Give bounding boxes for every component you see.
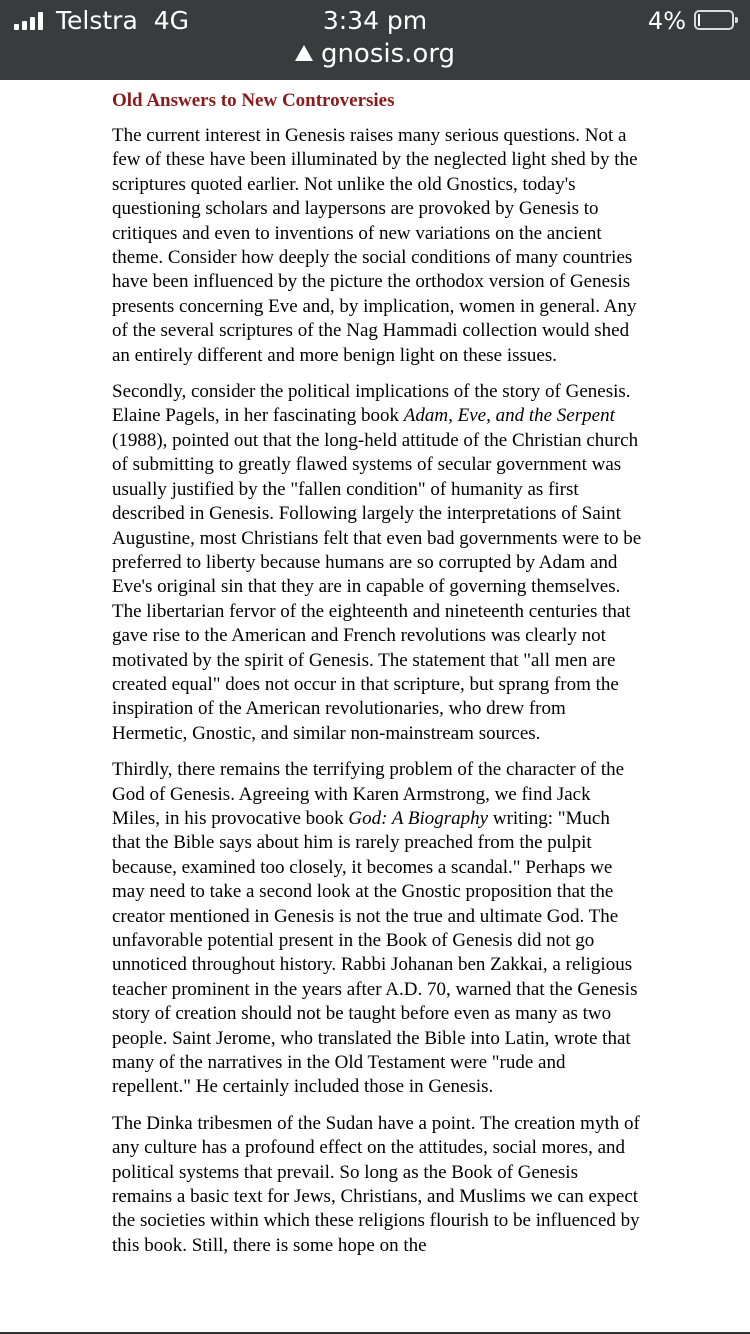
paragraph-4: The Dinka tribesmen of the Sudan have a point. The creation myth of any culture has a profound effect on the attitudes, social mores, and political systems that prevail. So long as the Book of Genesis remains a basic text for Jews, Christians, and Muslims we can expect the societies within which these religions flourish to be influenced by this book. Still, there is some hope on the: [112, 1112, 640, 1256]
section-heading: Old Answers to New Controversies: [112, 90, 395, 111]
url-text[interactable]: gnosis.org: [320, 39, 456, 69]
book-title-adam-eve-serpent: Adam, Eve, and the Serpent: [403, 405, 615, 427]
paragraph-3: [112, 758, 642, 1100]
paragraph-3-text-b: writing: "Much that the Bible says about him is rarely preached from the pulpit because, examined too closely, it becomes a scandal." Perhaps we may need to take a second look at the Gnostic proposition that the creator mentioned in Genesis is not the true and ultimate God. The unfavorable potential present in the Book of Genesis did not go unnoticed throughout history. Rabbi Johanan ben Zakkai, a religious teacher prominent in the years after A.D. 70, warned that the Genesis story of creation should not be taught before even as many as two people. Saint Jerome, who translated the Bible into Latin, wrote that many of the narratives in the Old Testament were "rude and repellent." He certainly included those in Genesis.: [112, 807, 638, 1098]
article-body: [112, 88, 642, 1270]
status-bar: [0, 0, 750, 80]
paragraph-2-text-b: (1988), pointed out that the long-held attitude of the Christian church of submitting to greatly flawed systems of secular government was usually justified by the "fallen condition" of humanity as first described in Genesis. Following largely the interpretations of Saint Augustine, most Christians felt that even bad governments were to be preferred to liberty because humans are so corrupted by Adam and Eve's original sin that they are in capable of governing themselves. The libertarian fervor of the eighteenth and nineteenth centuries that gave rise to the American and French revolutions was clearly not motivated by the spirit of Genesis. The statement that "all men are created equal" does not occur in that scripture, but sprang from the inspiration of the American revolutionaries, who drew from Hermetic, Gnostic, and similar non-mainstream sources.: [112, 429, 642, 744]
book-title-god-a-biography: God: A Biography: [348, 807, 489, 829]
paragraph-3-text-a: Thirdly, there remains the terrifying problem of the character of the God of Genesis. Agreeing with Karen Armstrong, we find Jack Miles, in his provocative book: [112, 759, 625, 829]
battery-percent: 4%: [647, 7, 686, 35]
clock: 3:34 pm: [322, 6, 428, 35]
paragraph-2-text-a: Secondly, consider the political implications of the story of Genesis. Elaine Pagels, in her fascinating book: [112, 381, 631, 427]
network-type: 4G: [153, 6, 189, 35]
carrier-name: Telstra: [56, 6, 138, 35]
paragraph-1: The current interest in Genesis raises many serious questions. Not a few of these have been illuminated by the neglected light shed by the scriptures quoted earlier. Not unlike the old Gnostics, today's questioning scholars and laypersons are provoked by Genesis to critiques and even to inventions of new variations on the ancient theme. Consider how deeply the social conditions of many countries have been influenced by the picture the orthodox version of Genesis presents concerning Eve and, by implication, women in general. Any of the several scriptures of the Nag Hammadi collection would shed an entirely different and more benign light on these issues.: [112, 125, 638, 366]
paragraph-2: [112, 380, 642, 746]
battery-icon: [694, 10, 734, 30]
address-bar[interactable]: [0, 38, 750, 70]
warning-icon: [295, 45, 313, 61]
